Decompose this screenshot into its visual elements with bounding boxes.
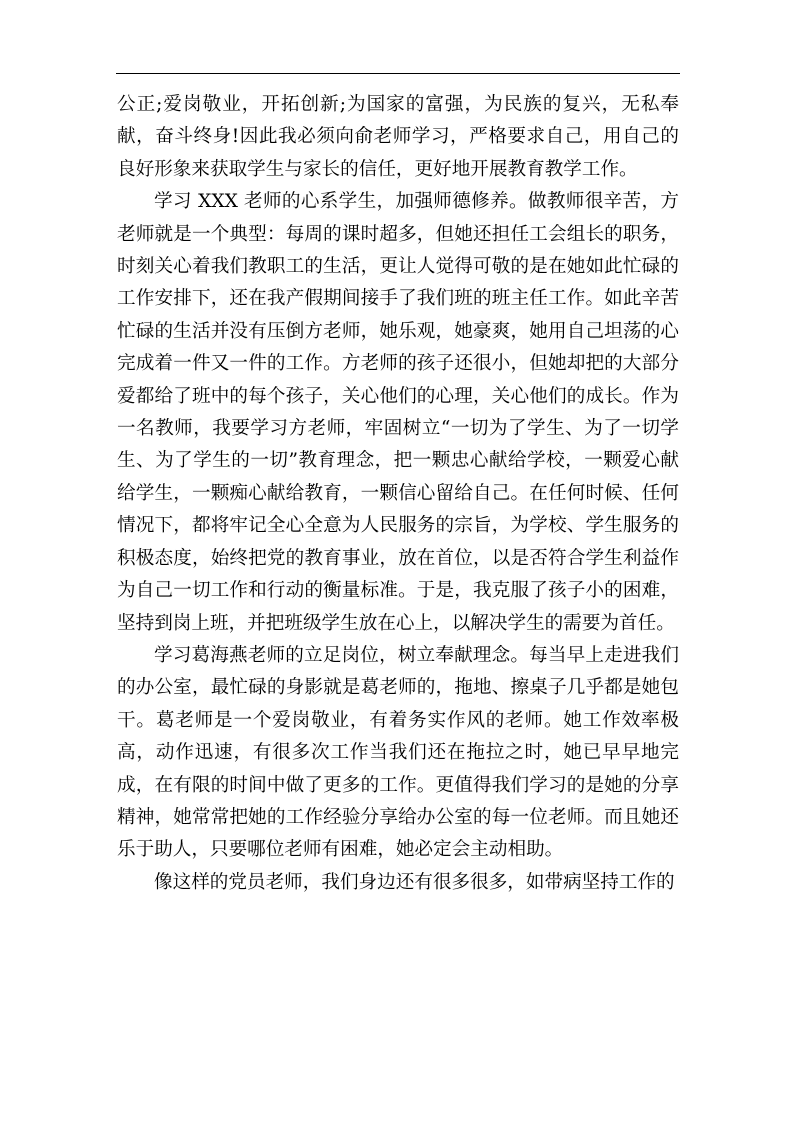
paragraph-3: 学习葛海燕老师的立足岗位，树立奉献理念。每当早上走进我们的办公室，最忙碌的身影就是葛老师的，拖地、擦桌子几乎都是她包干。葛老师是一个爱岗敬业，有着务实作风的老师。她工作效率极高，动作迅速，有很多次工作当我们还在拖拉之时，她已早早地完成，在有限的时间中做了更多的工作。更值得我们学习的是她的分享精神，她常常把她的工作经验分享给办公室的每一位老师。而且她还乐于助人，只要哪位老师有困难，她必定会主动相助。	[117, 644, 679, 861]
paragraph-1: 公正;爱岗敬业，开拓创新;为国家的富强，为民族的复兴，无私奉献，奋斗终身!因此我必须向俞老师学习，严格要求自己，用自己的良好形象来获取学生与家长的信任，更好地开展教育教学工作。	[117, 94, 679, 180]
header-rule	[116, 73, 680, 74]
paragraph-4: 像这样的党员老师，我们身边还有很多很多，如带病坚持工作的	[154, 871, 675, 893]
paragraph-2: 学习 XXX 老师的心系学生，加强师德修养。做教师很辛苦，方老师就是一个典型：每周的课时超多，但她还担任工会组长的职务，时刻关心着我们教职工的生活，更让人觉得可敬的是在她如此忙碌的工作安排下，还在我产假期间接手了我们班的班主任工作。如此辛苦忙碌的生活并没有压倒方老师，她乐观，她豪爽，她用自己坦荡的心完成着一件又一件的工作。方老师的孩子还很小，但她却把的大部分爱都给了班中的每个孩子，关心他们的心理，关心他们的成长。作为一名教师，我要学习方老师，牢固树立“一切为了学生、为了一切学生、为了学生的一切”教育理念，把一颗忠心献给学校，一颗爱心献给学生，一颗痴心献给教育，一颗信心留给自己。在任何时候、任何情况下，都将牢记全心全意为人民服务的宗旨，为学校、学生服务的积极态度，始终把党的教育事业，放在首位，以是否符合学生利益作为自己一切工作和行动的衡量标准。于是，我克服了孩子小的困难，坚持到岗上班，并把班级学生放在心上，以解决学生的需要为首任。	[117, 191, 679, 634]
document-body	[117, 89, 679, 899]
